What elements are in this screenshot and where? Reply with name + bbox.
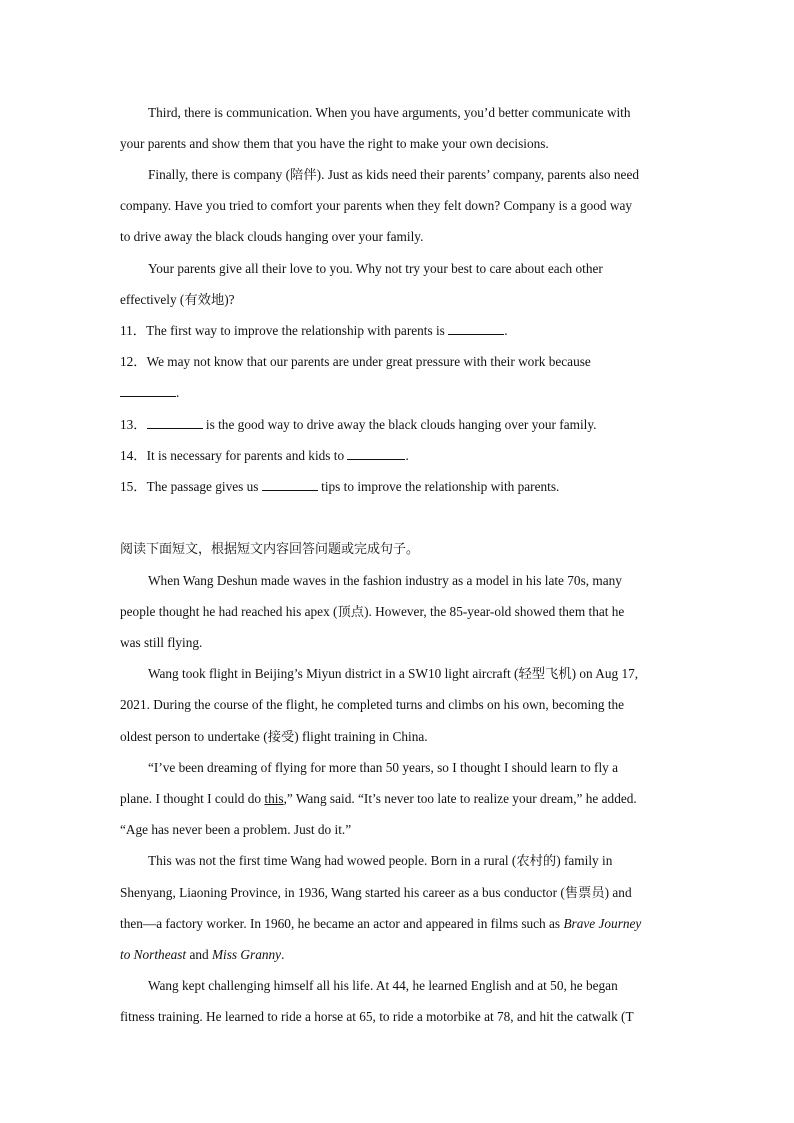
text-span: plane. I thought I could do <box>120 791 265 806</box>
paragraph-line <box>120 946 670 964</box>
film-title: Brave Journey <box>563 916 642 931</box>
question-14 <box>120 447 670 465</box>
text-span: . <box>281 947 285 962</box>
question-text: is the good way to drive away the black clouds hanging over your family. <box>202 417 597 432</box>
question-end: . <box>176 385 180 400</box>
question-end: . <box>405 448 409 463</box>
text-span: and <box>186 947 212 962</box>
paragraph-line: Wang took flight in Beijing’s Miyun district in a SW10 light aircraft (轻型飞机) on Aug 17, <box>148 666 639 681</box>
question-12 <box>120 353 670 371</box>
paragraph-line: Finally, there is company (陪伴). Just as kids need their parents’ company, parents also need <box>148 167 639 182</box>
question-number: 15． <box>120 479 147 494</box>
paragraph-line: 2021. During the course of the flight, he completed turns and climbs on his own, becoming the <box>120 697 625 712</box>
question-text: The passage gives us <box>146 479 262 494</box>
question-number: 12． <box>120 354 147 369</box>
paragraph-line: effectively (有效地)? <box>120 292 235 307</box>
question-11 <box>120 322 670 340</box>
film-title: Miss Granny <box>211 947 282 962</box>
answer-blank[interactable] <box>147 416 203 429</box>
answer-blank[interactable] <box>262 478 318 491</box>
underlined-word-this: this <box>264 791 284 806</box>
paragraph-line: to drive away the black clouds hanging over your family. <box>120 229 424 244</box>
paragraph-line: This was not the first time Wang had wowed people. Born in a rural (农村的) family in <box>148 853 613 868</box>
paragraph-line: Third, there is communication. When you have arguments, you’d better communicate with <box>148 105 631 120</box>
text-span: then—a factory worker. In 1960, he became an actor and appeared in films such as <box>120 916 564 931</box>
question-text: The first way to improve the relationship with parents is <box>146 323 449 338</box>
answer-blank[interactable] <box>120 384 176 397</box>
question-text: tips to improve the relationship with parents. <box>317 479 560 494</box>
paragraph-line: people thought he had reached his apex (顶点). However, the 85-year-old showed them that he <box>120 604 625 619</box>
paragraph-line: fitness training. He learned to ride a horse at 65, to ride a motorbike at 78, and hit the catwalk (T <box>120 1009 634 1024</box>
question-number: 13． <box>120 417 147 432</box>
question-15 <box>120 478 670 496</box>
question-number: 11． <box>120 323 147 338</box>
paragraph-line: company. Have you tried to comfort your parents when they felt down? Company is a good way <box>120 198 633 213</box>
paragraph-line: Your parents give all their love to you. Why not try your best to care about each other <box>148 261 603 276</box>
answer-blank[interactable] <box>347 447 405 460</box>
answer-blank[interactable] <box>448 322 504 335</box>
paragraph-line: Shenyang, Liaoning Province, in 1936, Wang started his career as a bus conductor (售票员) and <box>120 885 632 900</box>
paragraph-line: oldest person to undertake (接受) flight training in China. <box>120 729 428 744</box>
text-span: ,” Wang said. “It’s never too late to realize your dream,” he added. <box>283 791 637 806</box>
question-number: 14． <box>120 448 147 463</box>
question-text: It is necessary for parents and kids to <box>146 448 348 463</box>
section-instruction: 阅读下面短文，根据短文内容回答问题或完成句子。 <box>120 542 420 557</box>
question-text: We may not know that our parents are under great pressure with their work because <box>146 354 591 369</box>
question-end: . <box>504 323 508 338</box>
question-13 <box>120 416 670 434</box>
paragraph-line <box>120 790 670 808</box>
paragraph-line: was still flying. <box>120 635 203 650</box>
paragraph-line: When Wang Deshun made waves in the fashion industry as a model in his late 70s, many <box>148 573 622 588</box>
paragraph-line: “I’ve been dreaming of flying for more than 50 years, so I thought I should learn to fly a <box>148 760 619 775</box>
question-12-blank-line <box>120 384 670 402</box>
paragraph-line: your parents and show them that you have the right to make your own decisions. <box>120 136 549 151</box>
film-title: to Northeast <box>120 947 187 962</box>
paragraph-line: Wang kept challenging himself all his life. At 44, he learned English and at 50, he began <box>148 978 618 993</box>
paragraph-line <box>120 915 670 933</box>
paragraph-line: “Age has never been a problem. Just do it.” <box>120 822 352 837</box>
